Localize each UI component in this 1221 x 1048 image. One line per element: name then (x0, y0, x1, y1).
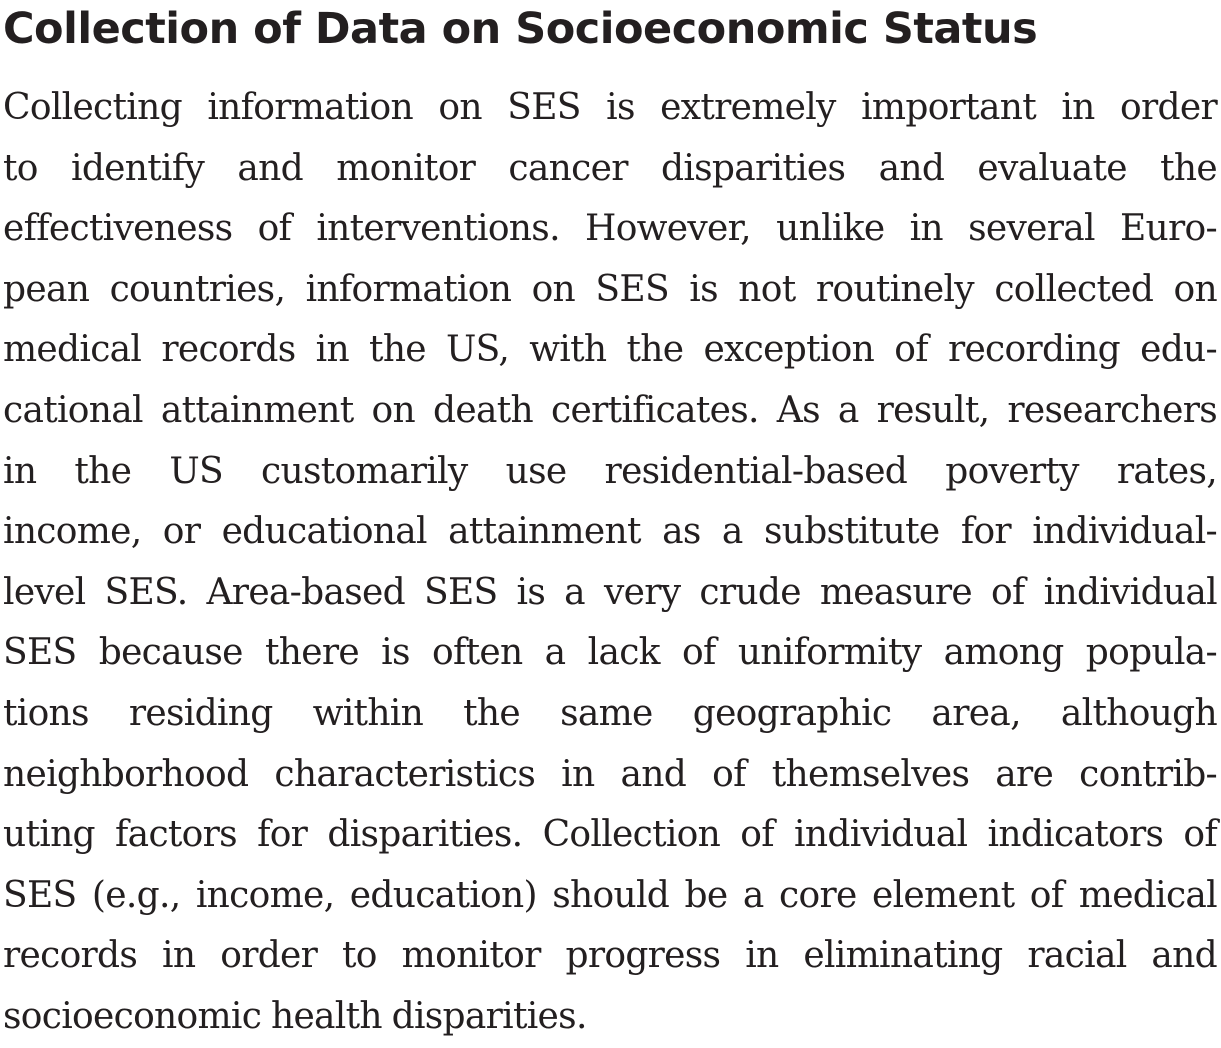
paragraph-line: neighborhood characteristics in and of themselves are contrib- (3, 753, 1217, 795)
paragraph-line: Collecting information on SES is extremely important in order (3, 87, 1217, 128)
paragraph-line: effectiveness of interventions. However, unlike in several Euro- (3, 208, 1217, 250)
section-body-paragraph (3, 78, 1217, 1048)
paragraph-line: SES because there is often a lack of uniformity among popula- (3, 632, 1217, 674)
paragraph-line: uting factors for disparities. Collection of individual indicators of (3, 814, 1217, 856)
paragraph-line: income, or educational attainment as a substitute for individual- (3, 511, 1217, 553)
paragraph-line: to identify and monitor cancer disparities and evaluate the (3, 147, 1217, 189)
paragraph-line: medical records in the US, with the exception of recording edu- (3, 329, 1217, 371)
paragraph-line: tions residing within the same geographic area, although (3, 692, 1217, 734)
paragraph-line: in the US customarily use residential-based poverty rates, (3, 450, 1217, 492)
section-heading: Collection of Data on Socioeconomic Status (3, 4, 1038, 54)
paragraph-line: cational attainment on death certificates. As a result, researchers (3, 389, 1217, 431)
paragraph-line: SES (e.g., income, education) should be a core element of medical (3, 874, 1217, 916)
paragraph-line: pean countries, information on SES is not routinely collected on (3, 268, 1217, 310)
paragraph-line: records in order to monitor progress in eliminating racial and (3, 935, 1217, 977)
paragraph-line: level SES. Area-based SES is a very crude measure of individual (3, 571, 1217, 613)
paragraph-line: socioeconomic health disparities. (3, 995, 587, 1037)
